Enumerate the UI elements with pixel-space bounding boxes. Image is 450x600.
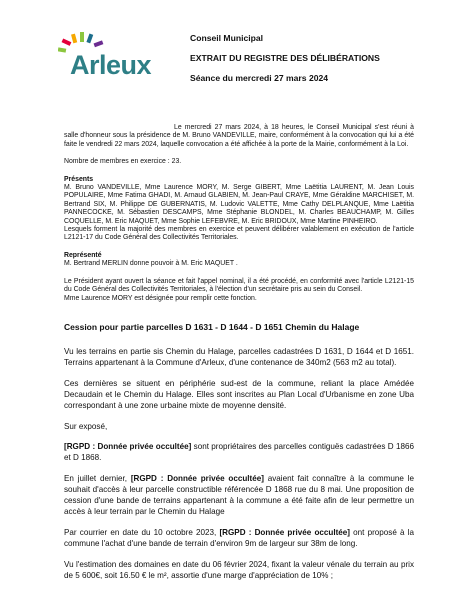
paragraph-july: [64, 474, 414, 518]
deliberation-body: [64, 347, 414, 592]
represente-heading: Représenté: [64, 251, 102, 259]
secretary-name: Mme Laurence MORY est désignée pour remplir cette fonction.: [64, 294, 257, 302]
logo-wordmark: Arleux: [70, 50, 152, 80]
section-title: Cession pour partie parcelles D 1631 - D 1644 - D 1651 Chemin du Halage: [64, 322, 360, 332]
redacted-text: [RGPD : Donnée privée occultée]: [130, 474, 264, 484]
presents-heading: Présents: [64, 175, 94, 183]
paragraph-expose: Sur exposé,: [64, 421, 108, 431]
arleux-logo: [58, 30, 158, 90]
intro-paragraph: Le mercredi 27 mars 2024, à 18 heures, le Conseil Municipal s'est réuni à salle d'honneur sous la présidence de M. Bruno VANDEVILLE, maire, conformément à la convocation qui lui a été faite le vendredi 22 mars 2024, laquelle convocation a été affichée à la porte de la Mairie, conformément à la Loi.: [64, 124, 414, 148]
july-text: avaient fait connaître à la commune le souhait d'accès à leur parcelle constructible référencée D 1868 rue du 8 mai. Une proposition de cession d'une bande de terrains appartenant à la commune a été faite afin de leur permettre un accès à leur terrain par le Chemin du Halage: [64, 474, 414, 516]
july-start: En juillet dernier,: [64, 474, 131, 484]
session-minutes: [64, 124, 414, 303]
redacted-text: [RGPD : Donnée privée occultée]: [64, 442, 192, 452]
paragraph-estimation: Vu l'estimation des domaines en date du 06 février 2024, fixant la valeur vénale du terrain au prix de 5 600€, soit 16.50 € le m², assortie d'une marge d'appréciation de 10% ;: [64, 559, 414, 580]
paragraph-letter: [64, 528, 414, 550]
register-title: EXTRAIT DU REGISTRE DES DÉLIBÉRATIONS: [190, 53, 380, 63]
paragraph-owners: [64, 442, 414, 464]
presents-list: M. Bruno VANDEVILLE, Mme Laurence MORY, M. Serge GIBERT, Mme Laëtitia LAURENT, M. Jean Louis POPULAIRE, Mme Fatima GHADI, M. Arnaud GLABIEN, M. Jean-Paul CRAYE, Mme Géraldine MARCHISET, M. Bertrand SIX, M. Philippe DE GUBERNATIS, M. Ludovic VALETTE, Mme Cathy DELPLANQUE, Mme Laëtitia PANNECOCKE, M. Sébastien DESCAMPS, Mme Stéphanie BLONDEL, M. Charles BEAUCHAMP, M. Gilles COQUELLE, M. Eric MAQUET, Mme Sophie LEFEBVRE, M. Eric BRIDOUX, Mme Martine PINHEIRO.: [64, 184, 414, 225]
letter-start: Par courrier en date du 10 octobre 2023,: [64, 527, 220, 537]
quorum-paragraph: Lesquels forment la majorité des membres en exercice et peuvent délibérer valablement en exécution de l'article L2121-17 du Code Général des Collectivités Territoriales.: [64, 226, 414, 242]
secretary-paragraph: Le Président ayant ouvert la séance et fait l'appel nominal, il a été procédé, en conformité avec l'article L2121-15 du Code Général des Collectivités Territoriales, à l'élection d'un secrétaire pris au sein du Conseil.: [64, 277, 414, 294]
members-count: Nombre de membres en exercice : 23.: [64, 158, 182, 166]
session-date: Séance du mercredi 27 mars 2024: [190, 73, 329, 83]
owners-text: sont propriétaires des parcelles contiguës cadastrées D 1866 et D 1868.: [64, 442, 414, 463]
paragraph-location: Ces dernières se situent en périphérie sud-est de la commune, reliant la place Amédée Decaudain et le Chemin du Halage. Elles sont inscrites au Plan Local d'Urbanisme en zone Uba correspondant à une zone urbaine mixte de moyenne densité.: [64, 378, 414, 410]
represente-list: M. Bertrand MERLIN donne pouvoir à M. Eric MAQUET .: [64, 260, 238, 268]
letter-text: ont proposé à la commune l'achat d'une bande de terrain d'environ 9m de largeur sur 38m de long.: [64, 527, 415, 548]
redacted-text: [RGPD : Donnée privée occultée]: [219, 527, 350, 537]
paragraph-terrains: Vu les terrains en partie sis Chemin du Halage, parcelles cadastrées D 1631, D 1644 et D 1651. Terrains appartenant à la Commune d'Arleux, d'une contenance de 340m2 (563 m2 au total).: [64, 347, 414, 367]
document-header: [190, 33, 440, 93]
council-title: Conseil Municipal: [190, 33, 264, 43]
